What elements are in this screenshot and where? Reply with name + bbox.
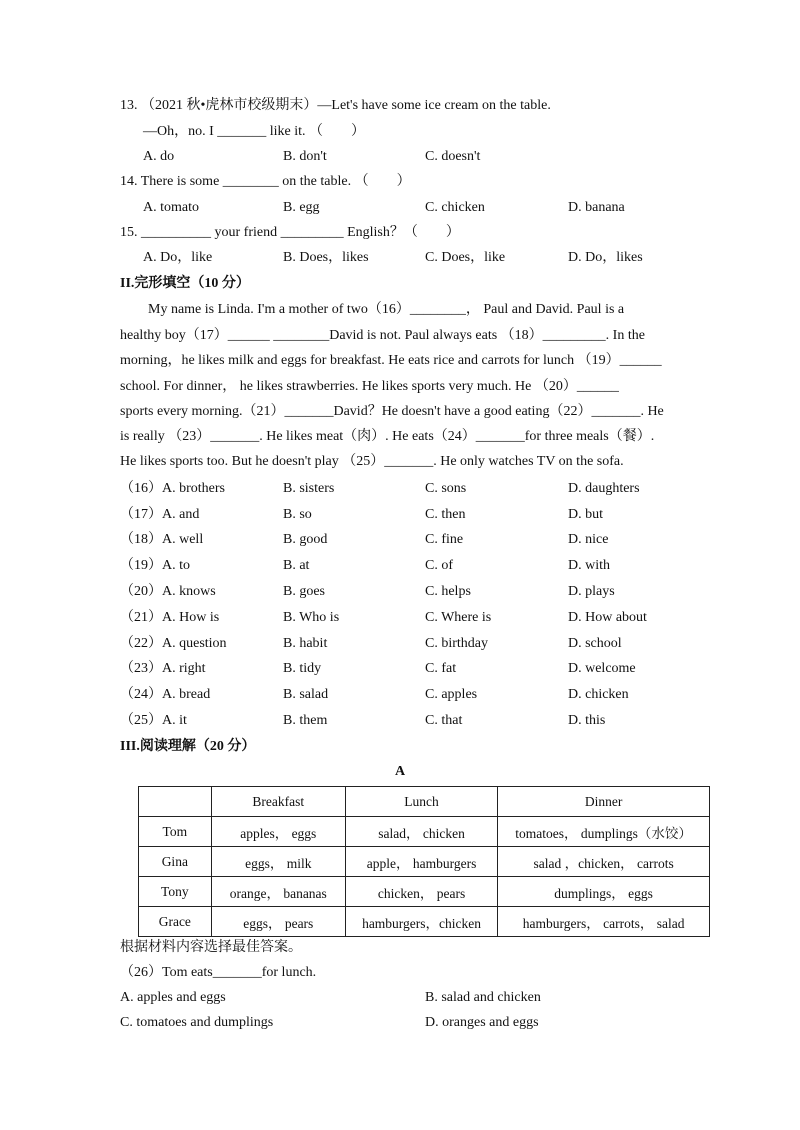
- table-cell: eggs， milk: [211, 847, 345, 877]
- table-cell: orange， bananas: [211, 877, 345, 907]
- choice-c: C. apples: [425, 687, 478, 702]
- table-cell: salad， chicken: [345, 817, 497, 847]
- q14-option-a: A. tomato: [143, 200, 199, 215]
- q15-option-b: B. Does，likes: [283, 250, 369, 265]
- q15-option-c: C. Does，like: [425, 250, 506, 265]
- choice-b: B. at: [283, 558, 310, 573]
- table-row: [139, 847, 710, 877]
- passage-line-4: school. For dinner， he likes strawberries. He likes sports very much. He （20）______: [120, 379, 619, 394]
- choice-d: D. welcome: [568, 661, 636, 676]
- meals-table: [138, 786, 710, 937]
- table-header-cell: Dinner: [498, 787, 710, 817]
- choice-c: C. birthday: [425, 636, 488, 651]
- passage-line-7: He likes sports too. But he doesn't play （25）_______. He only watches TV on the sofa.: [120, 454, 624, 469]
- choice-number: （22）: [120, 636, 162, 651]
- choice-a: A. right: [162, 661, 206, 676]
- passage-line-6: is really （23）_______. He likes meat（肉）. He eats（24）_______for three meals（餐）.: [120, 429, 655, 444]
- choice-b: B. sisters: [283, 481, 335, 496]
- table-cell: apples， eggs: [211, 817, 345, 847]
- choice-d: D. plays: [568, 584, 615, 599]
- choice-number: （17）: [120, 507, 162, 522]
- choice-c: C. that: [425, 713, 463, 728]
- passage-line-3: morning，he likes milk and eggs for breakfast. He eats rice and carrots for lunch （19）______: [120, 353, 662, 368]
- choice-b: B. so: [283, 507, 312, 522]
- choice-c: C. fat: [425, 661, 457, 676]
- q14-option-c: C. chicken: [425, 200, 485, 215]
- choice-d: D. this: [568, 713, 606, 728]
- table-cell: chicken， pears: [345, 877, 497, 907]
- q26-option-b: B. salad and chicken: [425, 990, 541, 1005]
- choice-b: B. salad: [283, 687, 329, 702]
- table-header-row: [139, 787, 710, 817]
- q14-option-b: B. egg: [283, 200, 320, 215]
- table-row: [139, 817, 710, 847]
- choice-d: D. How about: [568, 610, 647, 625]
- q26-option-d: D. oranges and eggs: [425, 1015, 539, 1030]
- choice-number: （21）: [120, 610, 162, 625]
- q13-stem: 13. （2021 秋•虎林市校级期末）—Let's have some ice cream on the table.: [120, 98, 551, 113]
- choice-a: A. it: [162, 713, 187, 728]
- choice-a: A. well: [162, 532, 204, 547]
- choice-b: B. good: [283, 532, 328, 547]
- table-header-cell: Breakfast: [211, 787, 345, 817]
- table-cell: Gina: [139, 847, 212, 877]
- choice-c: C. helps: [425, 584, 471, 599]
- section2-heading: II.完形填空（10 分）: [120, 276, 250, 291]
- choice-d: D. with: [568, 558, 610, 573]
- choice-b: B. tidy: [283, 661, 322, 676]
- table-header-cell: [139, 787, 212, 817]
- section3-heading: III.阅读理解（20 分）: [120, 739, 256, 754]
- table-cell: dumplings， eggs: [498, 877, 710, 907]
- choice-a: A. and: [162, 507, 200, 522]
- q15-option-d: D. Do，likes: [568, 250, 643, 265]
- choice-d: D. school: [568, 636, 622, 651]
- q13-line2: —Oh，no. I _______ like it. （ ）: [143, 124, 366, 139]
- q13-option-b: B. don't: [283, 149, 327, 164]
- choice-b: B. them: [283, 713, 328, 728]
- choice-a: A. bread: [162, 687, 211, 702]
- choice-number: （18）: [120, 532, 162, 547]
- table-cell: eggs， pears: [211, 907, 345, 937]
- table-cell: Tom: [139, 817, 212, 847]
- choice-b: B. goes: [283, 584, 325, 599]
- choice-d: D. daughters: [568, 481, 640, 496]
- choice-number: （16）: [120, 481, 162, 496]
- passage-label: A: [395, 764, 406, 779]
- q13-option-c: C. doesn't: [425, 149, 481, 164]
- choice-c: C. then: [425, 507, 466, 522]
- q14-stem: 14. There is some ________ on the table. （ ）: [120, 174, 411, 189]
- choice-b: B. habit: [283, 636, 328, 651]
- table-row: [139, 877, 710, 907]
- choice-number: （19）: [120, 558, 162, 573]
- choice-c: C. fine: [425, 532, 464, 547]
- q26-option-c: C. tomatoes and dumplings: [120, 1015, 274, 1030]
- passage-line-2: healthy boy（17）______ ________David is not. Paul always eats （18）_________. In the: [120, 328, 645, 343]
- table-cell: salad ，chicken， carrots: [498, 847, 710, 877]
- choice-number: （20）: [120, 584, 162, 599]
- choice-number: （24）: [120, 687, 162, 702]
- q26-stem: （26）Tom eats_______for lunch.: [120, 965, 317, 980]
- instruction-text: 根据材料内容选择最佳答案。: [120, 940, 302, 955]
- choice-c: C. of: [425, 558, 453, 573]
- choice-d: D. but: [568, 507, 603, 522]
- choice-number: （23）: [120, 661, 162, 676]
- passage-line-1: My name is Linda. I'm a mother of two（16）________， Paul and David. Paul is a: [148, 302, 625, 317]
- table-cell: apple， hamburgers: [345, 847, 497, 877]
- q14-option-d: D. banana: [568, 200, 625, 215]
- choice-a: A. How is: [162, 610, 220, 625]
- choice-c: C. Where is: [425, 610, 492, 625]
- table-cell: tomatoes， dumplings（水饺）: [498, 817, 710, 847]
- choice-d: D. chicken: [568, 687, 629, 702]
- choice-a: A. knows: [162, 584, 216, 599]
- choice-number: （25）: [120, 713, 162, 728]
- table-cell: Tony: [139, 877, 212, 907]
- table-row: [139, 907, 710, 937]
- q26-option-a: A. apples and eggs: [120, 990, 226, 1005]
- choice-d: D. nice: [568, 532, 609, 547]
- choice-a: A. question: [162, 636, 227, 651]
- passage-line-5: sports every morning.（21）_______David？He doesn't have a good eating（22）_______. He: [120, 404, 664, 419]
- table-header-cell: Lunch: [345, 787, 497, 817]
- table-cell: hamburgers，chicken: [345, 907, 497, 937]
- table-cell: hamburgers， carrots， salad: [498, 907, 710, 937]
- q15-stem: 15. __________ your friend _________ English？（ ）: [120, 225, 460, 240]
- choice-a: A. brothers: [162, 481, 225, 496]
- table-cell: Grace: [139, 907, 212, 937]
- choice-c: C. sons: [425, 481, 467, 496]
- q15-option-a: A. Do，like: [143, 250, 213, 265]
- choice-a: A. to: [162, 558, 190, 573]
- q13-option-a: A. do: [143, 149, 175, 164]
- choice-b: B. Who is: [283, 610, 340, 625]
